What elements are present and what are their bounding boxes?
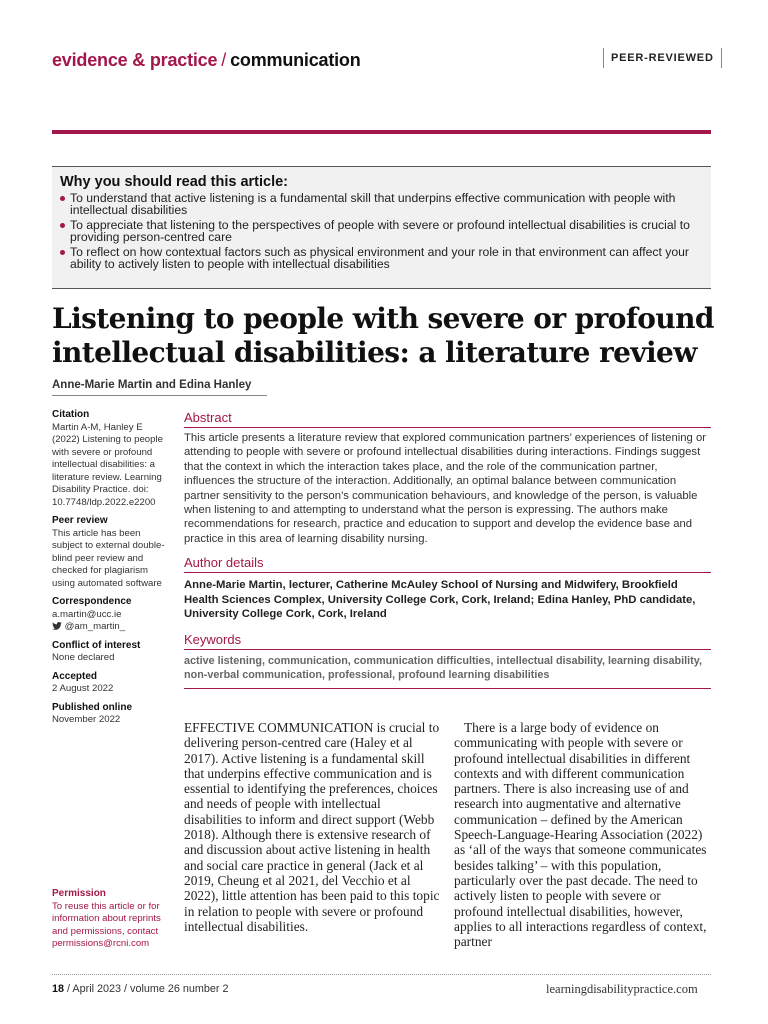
subsection-label: communication — [230, 50, 361, 70]
author-details-heading: Author details — [184, 555, 711, 573]
correspondence-label: Correspondence — [52, 596, 132, 607]
section-label: evidence & practice — [52, 50, 218, 70]
footer-separator: / — [124, 983, 128, 995]
why-read-list — [60, 193, 703, 270]
why-read-box — [52, 166, 711, 289]
article-authors: Anne-Marie Martin and Edina Hanley — [52, 379, 252, 391]
peer-review-label: Peer review — [52, 515, 108, 526]
citation-text: Martin A-M, Hanley E (2022) Listening to people with severe or profound intellectual disabilities: a literature review. Learning Disability Practice. doi: 10.7748/ldp.2022.e2200 — [52, 421, 163, 508]
conflict-text: None declared — [52, 652, 115, 663]
footer-rule — [52, 974, 711, 975]
accepted-label: Accepted — [52, 670, 98, 682]
correspondence-email[interactable]: a.martin@ucc.ie — [52, 608, 122, 620]
article-title: Listening to people with severe or profound intellectual disabilities: a literature review — [52, 302, 714, 369]
bullet-icon — [60, 196, 65, 201]
footer-separator: / — [67, 983, 71, 995]
conflict-label: Conflict of interest — [52, 639, 141, 651]
body-column-1: EFFECTIVE COMMUNICATION is crucial to delivering person-centred care (Haley et al 2017). Active listening is a fundamental skill that underpins effective communication and is essential to identifying the preferences, choices and needs of people with intellectual disabilities to inform and direct support (Webb 2018). Although there is extensive research of and discussion about active listening in health and social care practice in general (Jack et al 2019, Cheung et al 2021, del Vecchio et al 2022), little attention has been paid to this topic in relation to people with severe or profound intellectual disabilities. — [184, 720, 440, 934]
accepted-date: 2 August 2022 — [52, 683, 114, 694]
published-block — [52, 702, 167, 727]
published-label: Published online — [52, 701, 133, 713]
footer-info — [52, 983, 228, 995]
why-read-item: To understand that active listening is a fundamental skill that underpins effective communication with people with intellectual disabilities — [60, 193, 703, 216]
volume-info: volume 26 number 2 — [130, 983, 229, 995]
bullet-icon — [60, 223, 65, 228]
keywords-heading: Keywords — [184, 632, 711, 650]
correspondence-twitter[interactable]: @am_martin_ — [52, 621, 167, 634]
correspondence-block — [52, 596, 167, 634]
author-details-text: Anne-Marie Martin, lecturer, Catherine McAuley School of Nursing and Midwifery, Brookfield Health Sciences Complex, University College Cork, Cork, Ireland; Edina Hanley, PhD candidate, University College Cork, Cork, Ireland — [184, 579, 696, 620]
section-separator: / — [221, 50, 227, 70]
abstract-text: This article presents a literature review that explored communication partners’ experiences of listening or attending to people with severe or profound intellectual disabilities during interactions. Findings suggest that the context in which the interaction takes place, and the role of the communication partner, influences the structure of the interaction. Additionally, an optimal balance between communication partner sensitivity to the person’s communication behaviours, and knowledge of the person, is valuable when listening to and attempting to understand what the person is expressing. The authors make recommendations for research, practice and education to support and develop the evidence base and practice in this area of learning disability nursing. — [184, 432, 706, 545]
section-heading — [52, 50, 361, 71]
why-read-title: Why you should read this article: — [60, 174, 289, 190]
permission-block — [52, 888, 170, 951]
why-read-item: To appreciate that listening to the perspectives of people with severe or profound intellectual disabilities is crucial to providing person-centred care — [60, 220, 703, 243]
citation-label: Citation — [52, 409, 90, 420]
bullet-icon — [60, 250, 65, 255]
conflict-block — [52, 640, 167, 665]
twitter-icon — [52, 622, 62, 630]
peer-review-text: This article has been subject to external double-blind peer review and checked for plagiarism using automated software — [52, 527, 165, 589]
body-column-2: There is a large body of evidence on communicating with people with severe or profound intellectual disabilities in different contexts and with different communication partners. There is also increasing use of and research into augmentative and alternative communication – defined by the American Speech-Language-Hearing Association (2022) as ‘all of the ways that someone communicates besides talking’ – with this population, particularly over the past decade. The need to actively listen to people with severe or profound intellectual disabilities, however, applies to all interactions regardless of context, partner — [454, 720, 707, 950]
peer-reviewed-badge: PEER-REVIEWED — [603, 48, 722, 68]
sidebar — [52, 409, 167, 733]
accepted-block — [52, 671, 167, 696]
keywords-text: active listening, communication, communication difficulties, intellectual disability, learning disability, non-verbal communication, professional, profound learning disabilities — [184, 655, 702, 681]
permission-label: Permission — [52, 888, 106, 899]
published-date: November 2022 — [52, 714, 121, 725]
keywords-rule — [184, 688, 711, 689]
abstract-heading: Abstract — [184, 410, 711, 428]
issue-date: April 2023 — [72, 983, 122, 995]
journal-website[interactable]: learningdisabilitypractice.com — [546, 982, 698, 996]
header-rule — [52, 130, 711, 134]
permission-text[interactable]: To reuse this article or for information about reprints and permissions, contact permissions@rcni.com — [52, 900, 161, 949]
peer-review-block — [52, 515, 167, 590]
citation-block — [52, 409, 167, 509]
why-read-item: To reflect on how contextual factors such as physical environment and your role in that environment can affect your ability to actively listen to people with intellectual disabilities — [60, 247, 703, 270]
authors-rule — [52, 395, 267, 396]
page-number: 18 — [52, 983, 65, 995]
